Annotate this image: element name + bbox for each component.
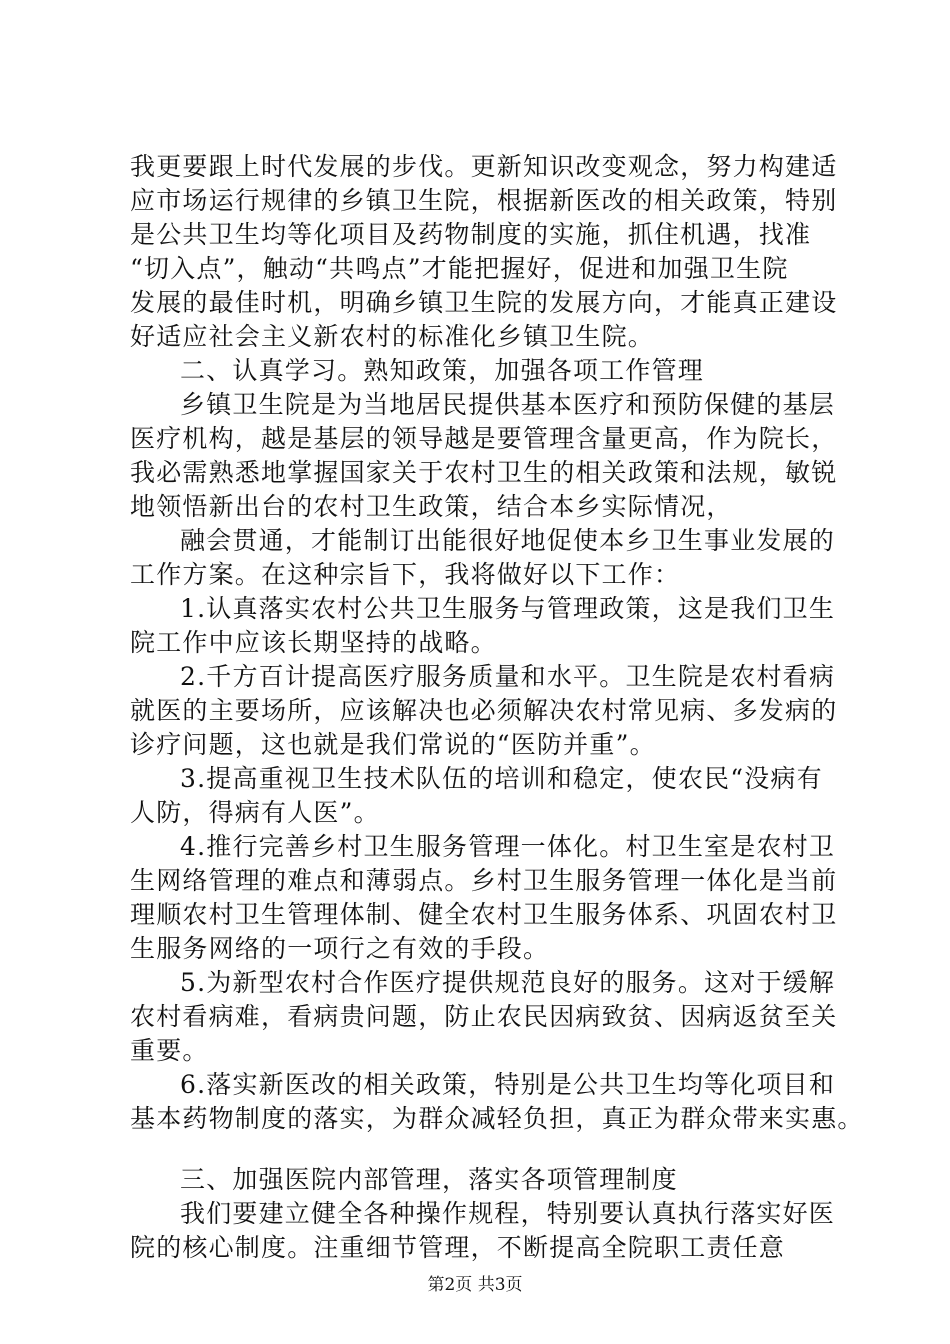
list-item: 4.推行完善乡村卫生服务管理一体化。村卫生室是农村卫 <box>180 832 836 861</box>
text-line: 我必需熟悉地掌握国家关于农村卫生的相关政策和法规，敏锐 <box>130 458 838 487</box>
section-heading: 三、加强医院内部管理，落实各项管理制度 <box>180 1165 678 1194</box>
text-line: 乡镇卫生院是为当地居民提供基本医疗和预防保健的基层 <box>180 390 836 419</box>
text-line: 是公共卫生均等化项目及药物制度的实施，抓住机遇，找准 <box>130 220 812 249</box>
text-line: 生网络管理的难点和薄弱点。乡村卫生服务管理一体化是当前 <box>130 866 838 895</box>
body-text <box>130 150 864 1265</box>
paragraph-gap <box>130 1136 850 1163</box>
text-line: 院工作中应该长期坚持的战略。 <box>130 628 497 657</box>
text-line: 工作方案。在这种宗旨下，我将做好以下工作： <box>130 560 681 589</box>
list-item: 6.落实新医改的相关政策，特别是公共卫生均等化项目和 <box>180 1070 836 1099</box>
text-line: “切入点”，触动“共鸣点”才能把握好，促进和加强卫生院 <box>130 254 789 283</box>
list-item: 5.为新型农村合作医疗提供规范良好的服务。这对于缓解 <box>180 968 836 997</box>
list-item: 1.认真落实农村公共卫生服务与管理政策，这是我们卫生 <box>180 594 836 623</box>
list-item: 3.提高重视卫生技术队伍的培训和稳定，使农民“没病有 <box>180 764 823 793</box>
text-line: 我更要跟上时代发展的步伐。更新知识改变观念，努力构建适 <box>130 152 838 181</box>
page-footer: 第2页 共3页 <box>427 1275 523 1295</box>
text-line: 应市场运行规律的乡镇卫生院，根据新医改的相关政策，特别 <box>130 186 838 215</box>
text-line: 院的核心制度。注重细节管理，不断提高全院职工责任意 <box>130 1233 786 1262</box>
text-line: 理顺农村卫生管理体制、健全农村卫生服务体系、巩固农村卫 <box>130 900 838 929</box>
text-line: 农村看病难，看病贵问题，防止农民因病致贫、因病返贫至关 <box>130 1002 838 1031</box>
text-line: 诊疗问题，这也就是我们常说的“医防并重”。 <box>130 730 656 759</box>
list-item: 2.千方百计提高医疗服务质量和水平。卫生院是农村看病 <box>180 662 836 691</box>
text-line: 融会贯通，才能制订出能很好地促使本乡卫生事业发展的 <box>180 526 836 555</box>
text-line: 人防，得病有人医”。 <box>130 798 380 827</box>
text-line: 生服务网络的一项行之有效的手段。 <box>130 934 550 963</box>
text-line: 地领悟新出台的农村卫生政策，结合本乡实际情况， <box>130 492 733 521</box>
text-line: 医疗机构，越是基层的领导越是要管理含量更高，作为院长， <box>130 424 838 453</box>
text-line: 基本药物制度的落实，为群众减轻负担，真正为群众带来实惠。 <box>130 1104 864 1133</box>
section-heading: 二、认真学习。熟知政策，加强各项工作管理 <box>180 356 705 385</box>
text-line: 重要。 <box>130 1036 209 1065</box>
text-line: 就医的主要场所，应该解决也必须解决农村常见病、多发病的 <box>130 696 838 725</box>
text-line: 发展的最佳时机，明确乡镇卫生院的发展方向，才能真正建设 <box>130 288 838 317</box>
text-line: 好适应社会主义新农村的标准化乡镇卫生院。 <box>130 322 655 351</box>
text-line: 我们要建立健全各种操作规程，特别要认真执行落实好医 <box>180 1199 836 1228</box>
